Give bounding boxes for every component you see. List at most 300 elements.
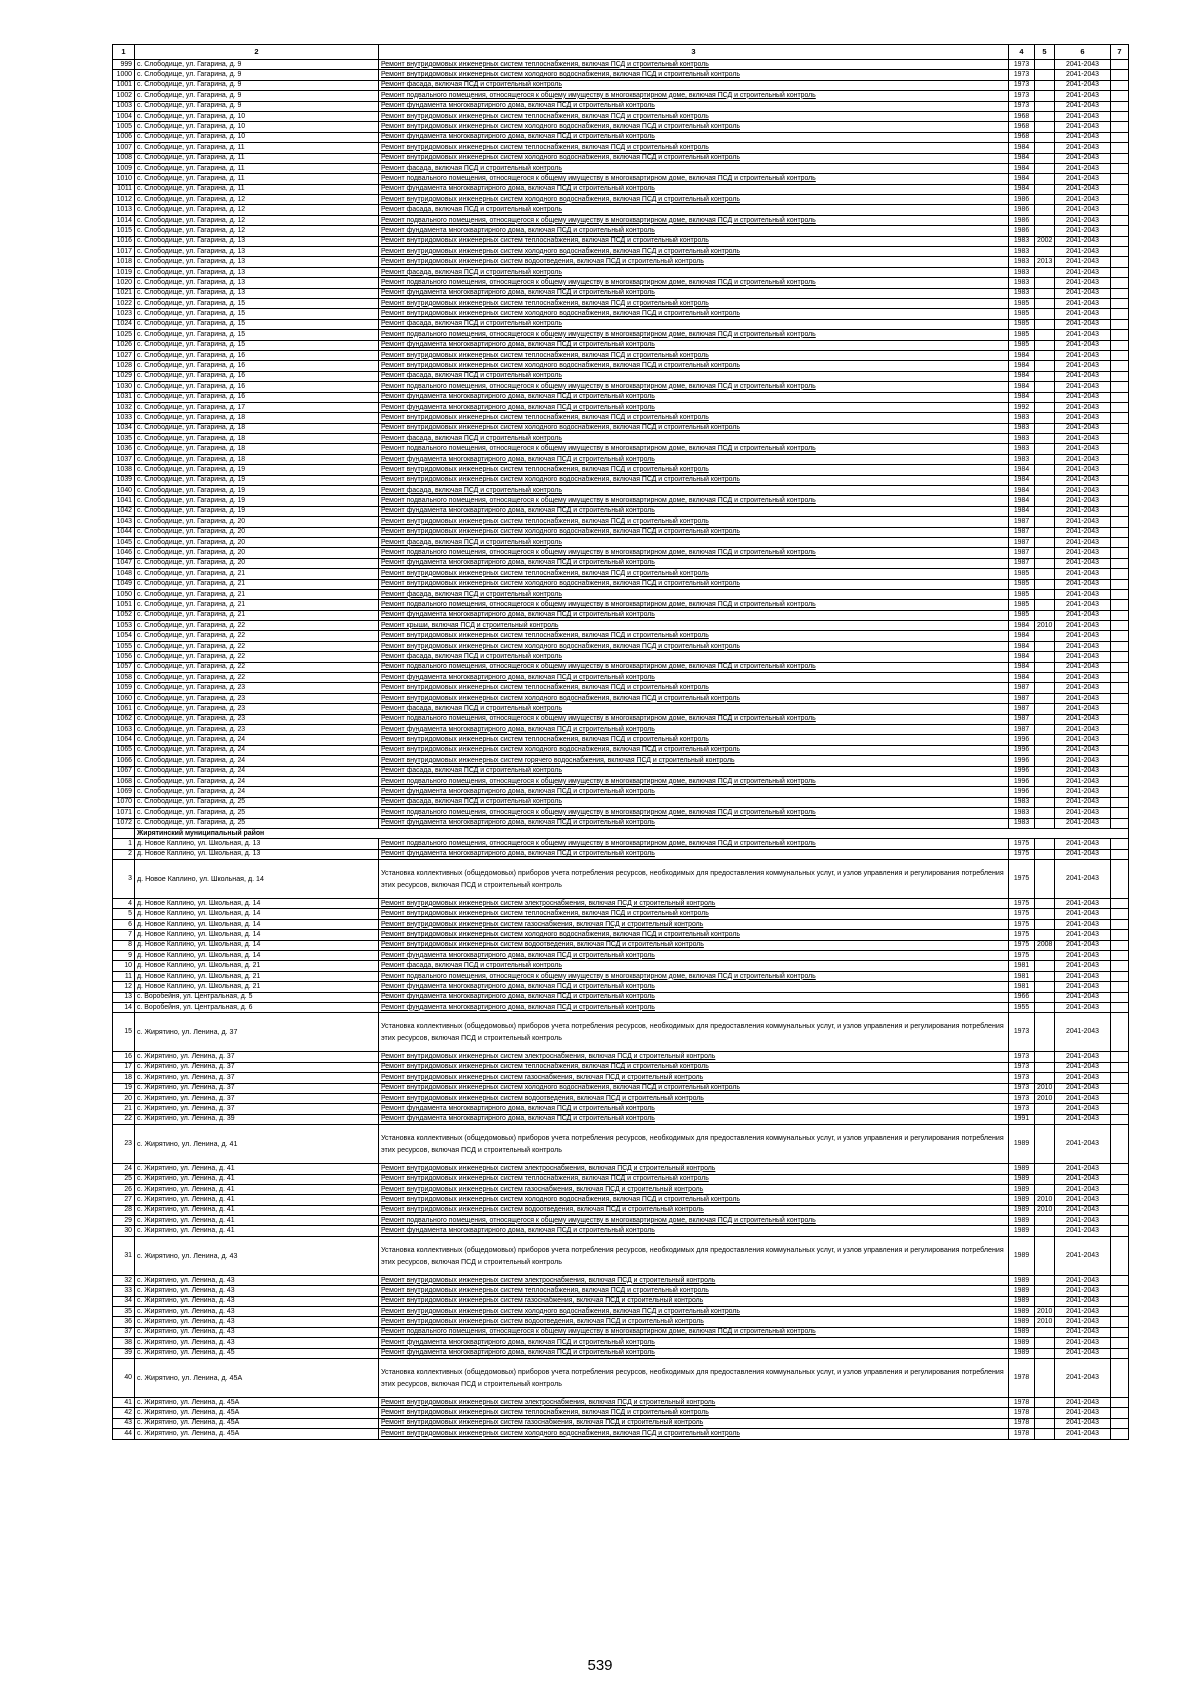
work-type-cell: Ремонт внутридомовых инженерных систем холодного водоснабжения, включая ПСД и строительный контроль xyxy=(379,153,1009,163)
row-number: 1002 xyxy=(113,91,135,101)
empty-col-7-cell xyxy=(1111,579,1129,589)
planned-period-cell: 2041-2043 xyxy=(1055,1174,1111,1184)
year-built-cell: 1975 xyxy=(1009,839,1035,849)
empty-col-7-cell xyxy=(1111,267,1129,277)
last-repair-year-cell xyxy=(1035,413,1055,423)
year-built-cell: 1987 xyxy=(1009,683,1035,693)
empty-col-7-cell xyxy=(1111,153,1129,163)
planned-period-cell: 2041-2043 xyxy=(1055,766,1111,776)
planned-period-cell: 2041-2043 xyxy=(1055,392,1111,402)
year-built-cell: 1989 xyxy=(1009,1286,1035,1296)
table-row xyxy=(113,714,1129,724)
last-repair-year-cell xyxy=(1035,319,1055,329)
work-type-cell: Установка коллективных (общедомовых) приборов учета потребления ресурсов, необходимых для предоставления коммунальных услуг, и узлов управления и регулирования потребления этих ресурсов, включая ПСД и строительный контроль xyxy=(379,1236,1009,1275)
empty-col-7-cell xyxy=(1111,961,1129,971)
row-number: 1030 xyxy=(113,382,135,392)
year-built-cell: 1984 xyxy=(1009,496,1035,506)
table-row xyxy=(113,486,1129,496)
work-type-cell: Ремонт фасада, включая ПСД и строительный контроль xyxy=(379,80,1009,90)
row-number: 1017 xyxy=(113,247,135,257)
address-cell: с. Жирятино, ул. Ленина, д. 45А xyxy=(135,1429,379,1439)
empty-col-7-cell xyxy=(1111,1429,1129,1439)
planned-period-cell: 2041-2043 xyxy=(1055,80,1111,90)
year-built-cell: 1989 xyxy=(1009,1174,1035,1184)
row-number: 1069 xyxy=(113,787,135,797)
planned-period-cell: 2041-2043 xyxy=(1055,1216,1111,1226)
year-built-cell: 1984 xyxy=(1009,382,1035,392)
row-number: 1042 xyxy=(113,506,135,516)
work-type-cell: Ремонт фундамента многоквартирного дома, включая ПСД и строительный контроль xyxy=(379,288,1009,298)
last-repair-year-cell xyxy=(1035,1104,1055,1114)
planned-period-cell: 2041-2043 xyxy=(1055,267,1111,277)
row-number: 1 xyxy=(113,839,135,849)
table-row xyxy=(113,1013,1129,1052)
table-row xyxy=(113,1114,1129,1124)
last-repair-year-cell xyxy=(1035,662,1055,672)
work-type-cell: Ремонт фундамента многоквартирного дома, включая ПСД и строительный контроль xyxy=(379,101,1009,111)
year-built-cell: 1987 xyxy=(1009,527,1035,537)
address-cell: д. Новое Каплино, ул. Школьная, д. 14 xyxy=(135,899,379,909)
row-number: 1040 xyxy=(113,486,135,496)
last-repair-year-cell xyxy=(1035,808,1055,818)
address-cell: с. Слободище, ул. Гагарина, д. 18 xyxy=(135,444,379,454)
year-built-cell: 1985 xyxy=(1009,298,1035,308)
address-cell: с. Слободище, ул. Гагарина, д. 12 xyxy=(135,195,379,205)
address-cell: с. Слободище, ул. Гагарина, д. 22 xyxy=(135,652,379,662)
year-built-cell: 1984 xyxy=(1009,184,1035,194)
year-built-cell: 1985 xyxy=(1009,600,1035,610)
address-cell: с. Слободище, ул. Гагарина, д. 9 xyxy=(135,91,379,101)
address-cell: с. Жирятино, ул. Ленина, д. 43 xyxy=(135,1275,379,1285)
year-built-cell: 1985 xyxy=(1009,340,1035,350)
work-type-cell: Ремонт подвального помещения, относящегося к общему имуществу в многоквартирном доме, включая ПСД и строительный контроль xyxy=(379,278,1009,288)
planned-period-cell: 2041-2043 xyxy=(1055,982,1111,992)
address-cell: с. Слободище, ул. Гагарина, д. 18 xyxy=(135,423,379,433)
empty-col-7-cell xyxy=(1111,402,1129,412)
row-number: 1055 xyxy=(113,641,135,651)
address-cell: с. Слободище, ул. Гагарина, д. 21 xyxy=(135,579,379,589)
table-row xyxy=(113,735,1129,745)
table-row xyxy=(113,579,1129,589)
year-built-cell: 1981 xyxy=(1009,982,1035,992)
year-built-cell: 1975 xyxy=(1009,860,1035,899)
table-row xyxy=(113,899,1129,909)
empty-col-7-cell xyxy=(1111,589,1129,599)
row-number: 23 xyxy=(113,1125,135,1164)
empty-col-7-cell xyxy=(1111,1195,1129,1205)
table-row xyxy=(113,371,1129,381)
address-cell: с. Жирятино, ул. Ленина, д. 41 xyxy=(135,1205,379,1215)
address-cell: с. Слободище, ул. Гагарина, д. 20 xyxy=(135,548,379,558)
row-number: 44 xyxy=(113,1429,135,1439)
table-row xyxy=(113,215,1129,225)
planned-period-cell: 2041-2043 xyxy=(1055,1125,1111,1164)
last-repair-year-cell xyxy=(1035,517,1055,527)
row-number: 1052 xyxy=(113,610,135,620)
planned-period-cell: 2041-2043 xyxy=(1055,434,1111,444)
last-repair-year-cell xyxy=(1035,1226,1055,1236)
empty-col-7-cell xyxy=(1111,1184,1129,1194)
row-number: 12 xyxy=(113,982,135,992)
empty-col-7-cell xyxy=(1111,982,1129,992)
row-number: 1064 xyxy=(113,735,135,745)
address-cell: с. Слободище, ул. Гагарина, д. 10 xyxy=(135,111,379,121)
address-cell: с. Жирятино, ул. Ленина, д. 37 xyxy=(135,1062,379,1072)
register-sheet xyxy=(112,44,1128,1440)
empty-col-7-cell xyxy=(1111,70,1129,80)
table-row xyxy=(113,330,1129,340)
work-type-cell: Ремонт внутридомовых инженерных систем холодного водоснабжения, включая ПСД и строительный контроль xyxy=(379,475,1009,485)
work-type-cell: Ремонт внутридомовых инженерных систем теплоснабжения, включая ПСД и строительный контроль xyxy=(379,413,1009,423)
empty-col-7-cell xyxy=(1111,1104,1129,1114)
year-built-cell: 1983 xyxy=(1009,267,1035,277)
planned-period-cell: 2041-2043 xyxy=(1055,1348,1111,1358)
work-type-cell: Ремонт фундамента многоквартирного дома, включая ПСД и строительный контроль xyxy=(379,392,1009,402)
address-cell: с. Слободище, ул. Гагарина, д. 20 xyxy=(135,558,379,568)
planned-period-cell: 2041-2043 xyxy=(1055,215,1111,225)
year-built-cell: 1984 xyxy=(1009,621,1035,631)
table-row xyxy=(113,1286,1129,1296)
table-row xyxy=(113,527,1129,537)
year-built-cell: 1986 xyxy=(1009,205,1035,215)
empty-col-7-cell xyxy=(1111,111,1129,121)
planned-period-cell: 2041-2043 xyxy=(1055,631,1111,641)
last-repair-year-cell xyxy=(1035,1296,1055,1306)
work-type-cell: Ремонт фундамента многоквартирного дома, включая ПСД и строительный контроль xyxy=(379,454,1009,464)
address-cell: с. Жирятино, ул. Ленина, д. 41 xyxy=(135,1125,379,1164)
row-number: 1001 xyxy=(113,80,135,90)
work-type-cell: Ремонт фундамента многоквартирного дома, включая ПСД и строительный контроль xyxy=(379,849,1009,859)
planned-period-cell: 2041-2043 xyxy=(1055,132,1111,142)
planned-period-cell: 2041-2043 xyxy=(1055,909,1111,919)
planned-period-cell: 2041-2043 xyxy=(1055,350,1111,360)
work-type-cell: Ремонт внутридомовых инженерных систем газоснабжения, включая ПСД и строительный контроль xyxy=(379,1418,1009,1428)
last-repair-year-cell xyxy=(1035,506,1055,516)
work-type-cell: Ремонт внутридомовых инженерных систем холодного водоснабжения, включая ПСД и строительный контроль xyxy=(379,1307,1009,1317)
table-row xyxy=(113,195,1129,205)
table-row xyxy=(113,992,1129,1002)
planned-period-cell: 2041-2043 xyxy=(1055,143,1111,153)
row-number: 999 xyxy=(113,60,135,70)
year-built-cell: 1996 xyxy=(1009,787,1035,797)
empty-col-7-cell xyxy=(1111,163,1129,173)
work-type-cell: Ремонт внутридомовых инженерных систем теплоснабжения, включая ПСД и строительный контроль xyxy=(379,735,1009,745)
year-built-cell: 1987 xyxy=(1009,693,1035,703)
work-type-cell: Ремонт внутридомовых инженерных систем электроснабжения, включая ПСД и строительный контроль xyxy=(379,1164,1009,1174)
empty-col-7-cell xyxy=(1111,91,1129,101)
empty-col-7-cell xyxy=(1111,122,1129,132)
planned-period-cell: 2041-2043 xyxy=(1055,1429,1111,1439)
table-row xyxy=(113,961,1129,971)
last-repair-year-cell xyxy=(1035,704,1055,714)
empty-col-7-cell xyxy=(1111,951,1129,961)
year-built-cell: 1989 xyxy=(1009,1125,1035,1164)
last-repair-year-cell xyxy=(1035,361,1055,371)
table-row xyxy=(113,919,1129,929)
table-row xyxy=(113,537,1129,547)
planned-period-cell: 2041-2043 xyxy=(1055,1205,1111,1215)
year-built-cell: 1973 xyxy=(1009,91,1035,101)
planned-period-cell: 2041-2043 xyxy=(1055,745,1111,755)
planned-period-cell: 2041-2043 xyxy=(1055,808,1111,818)
last-repair-year-cell: 2008 xyxy=(1035,940,1055,950)
year-built-cell: 1984 xyxy=(1009,641,1035,651)
last-repair-year-cell xyxy=(1035,309,1055,319)
work-type-cell: Ремонт внутридомовых инженерных систем водоотведения, включая ПСД и строительный контроль xyxy=(379,940,1009,950)
planned-period-cell: 2041-2043 xyxy=(1055,465,1111,475)
empty-col-7-cell xyxy=(1111,1052,1129,1062)
planned-period-cell: 2041-2043 xyxy=(1055,475,1111,485)
address-cell: с. Слободище, ул. Гагарина, д. 11 xyxy=(135,163,379,173)
address-cell: с. Слободище, ул. Гагарина, д. 22 xyxy=(135,631,379,641)
last-repair-year-cell xyxy=(1035,548,1055,558)
work-type-cell: Ремонт фасада, включая ПСД и строительный контроль xyxy=(379,537,1009,547)
year-built-cell: 1983 xyxy=(1009,236,1035,246)
planned-period-cell: 2041-2043 xyxy=(1055,60,1111,70)
table-row xyxy=(113,548,1129,558)
row-number: 18 xyxy=(113,1073,135,1083)
planned-period-cell: 2041-2043 xyxy=(1055,641,1111,651)
year-built-cell: 1989 xyxy=(1009,1348,1035,1358)
last-repair-year-cell xyxy=(1035,101,1055,111)
row-number: 1057 xyxy=(113,662,135,672)
year-built-cell: 1983 xyxy=(1009,423,1035,433)
row-number: 1056 xyxy=(113,652,135,662)
last-repair-year-cell xyxy=(1035,122,1055,132)
row-number: 33 xyxy=(113,1286,135,1296)
year-built-cell: 1983 xyxy=(1009,278,1035,288)
work-type-cell: Ремонт фасада, включая ПСД и строительный контроль xyxy=(379,371,1009,381)
empty-col-7-cell xyxy=(1111,174,1129,184)
last-repair-year-cell xyxy=(1035,153,1055,163)
table-row xyxy=(113,174,1129,184)
work-type-cell: Ремонт подвального помещения, относящегося к общему имуществу в многоквартирном доме, включая ПСД и строительный контроль xyxy=(379,174,1009,184)
address-cell: с. Слободище, ул. Гагарина, д. 23 xyxy=(135,704,379,714)
row-number: 1033 xyxy=(113,413,135,423)
table-row xyxy=(113,257,1129,267)
last-repair-year-cell xyxy=(1035,1052,1055,1062)
table-row xyxy=(113,132,1129,142)
empty-col-7-cell xyxy=(1111,558,1129,568)
table-row xyxy=(113,392,1129,402)
empty-col-7-cell xyxy=(1111,475,1129,485)
header-col-2: 2 xyxy=(135,45,379,60)
empty-col-7-cell xyxy=(1111,569,1129,579)
header-col-7: 7 xyxy=(1111,45,1129,60)
last-repair-year-cell xyxy=(1035,111,1055,121)
last-repair-year-cell xyxy=(1035,402,1055,412)
last-repair-year-cell xyxy=(1035,569,1055,579)
table-row xyxy=(113,340,1129,350)
planned-period-cell: 2041-2043 xyxy=(1055,1226,1111,1236)
planned-period-cell: 2041-2043 xyxy=(1055,247,1111,257)
table-body-part-2 xyxy=(113,839,1129,1439)
address-cell: с. Слободище, ул. Гагарина, д. 19 xyxy=(135,506,379,516)
empty-col-7-cell xyxy=(1111,849,1129,859)
work-type-cell: Ремонт фасада, включая ПСД и строительный контроль xyxy=(379,205,1009,215)
row-number: 26 xyxy=(113,1184,135,1194)
last-repair-year-cell xyxy=(1035,776,1055,786)
empty-col-7-cell xyxy=(1111,839,1129,849)
work-type-cell: Ремонт фасада, включая ПСД и строительный контроль xyxy=(379,797,1009,807)
year-built-cell: 1973 xyxy=(1009,1052,1035,1062)
work-type-cell: Ремонт крыши, включая ПСД и строительный контроль xyxy=(379,621,1009,631)
last-repair-year-cell xyxy=(1035,1236,1055,1275)
planned-period-cell: 2041-2043 xyxy=(1055,1104,1111,1114)
work-type-cell: Установка коллективных (общедомовых) приборов учета потребления ресурсов, необходимых для предоставления коммунальных услуг, и узлов управления и регулирования потребления этих ресурсов, включая ПСД и строительный контроль xyxy=(379,860,1009,899)
address-cell: с. Слободище, ул. Гагарина, д. 15 xyxy=(135,330,379,340)
last-repair-year-cell xyxy=(1035,652,1055,662)
row-number: 1016 xyxy=(113,236,135,246)
table-row xyxy=(113,693,1129,703)
last-repair-year-cell xyxy=(1035,756,1055,766)
row-number: 1023 xyxy=(113,309,135,319)
empty-col-7-cell xyxy=(1111,940,1129,950)
address-cell: с. Слободище, ул. Гагарина, д. 20 xyxy=(135,517,379,527)
table-row xyxy=(113,600,1129,610)
planned-period-cell: 2041-2043 xyxy=(1055,226,1111,236)
work-type-cell: Ремонт фундамента многоквартирного дома, включая ПСД и строительный контроль xyxy=(379,558,1009,568)
last-repair-year-cell: 2010 xyxy=(1035,1093,1055,1103)
planned-period-cell: 2041-2043 xyxy=(1055,506,1111,516)
work-type-cell: Ремонт подвального помещения, относящегося к общему имуществу в многоквартирном доме, включая ПСД и строительный контроль xyxy=(379,496,1009,506)
year-built-cell: 1985 xyxy=(1009,589,1035,599)
row-number: 1060 xyxy=(113,693,135,703)
work-type-cell: Ремонт фундамента многоквартирного дома, включая ПСД и строительный контроль xyxy=(379,1226,1009,1236)
last-repair-year-cell: 2010 xyxy=(1035,1083,1055,1093)
year-built-cell: 1983 xyxy=(1009,413,1035,423)
row-number: 28 xyxy=(113,1205,135,1215)
year-built-cell: 1984 xyxy=(1009,506,1035,516)
last-repair-year-cell xyxy=(1035,371,1055,381)
table-row xyxy=(113,60,1129,70)
year-built-cell: 1989 xyxy=(1009,1338,1035,1348)
empty-col-7-cell xyxy=(1111,652,1129,662)
row-number: 1025 xyxy=(113,330,135,340)
address-cell: с. Жирятино, ул. Ленина, д. 43 xyxy=(135,1296,379,1306)
last-repair-year-cell xyxy=(1035,600,1055,610)
empty-col-7-cell xyxy=(1111,486,1129,496)
work-type-cell: Ремонт внутридомовых инженерных систем холодного водоснабжения, включая ПСД и строительный контроль xyxy=(379,309,1009,319)
table-row xyxy=(113,589,1129,599)
year-built-cell: 1975 xyxy=(1009,909,1035,919)
row-number: 1047 xyxy=(113,558,135,568)
planned-period-cell: 2041-2043 xyxy=(1055,1195,1111,1205)
address-cell: с. Жирятино, ул. Ленина, д. 37 xyxy=(135,1013,379,1052)
row-number: 1022 xyxy=(113,298,135,308)
last-repair-year-cell xyxy=(1035,350,1055,360)
address-cell: с. Слободище, ул. Гагарина, д. 13 xyxy=(135,278,379,288)
row-number: 41 xyxy=(113,1397,135,1407)
work-type-cell: Ремонт фундамента многоквартирного дома, включая ПСД и строительный контроль xyxy=(379,226,1009,236)
row-number: 3 xyxy=(113,860,135,899)
row-number: 7 xyxy=(113,930,135,940)
work-type-cell: Ремонт фундамента многоквартирного дома, включая ПСД и строительный контроль xyxy=(379,1338,1009,1348)
planned-period-cell: 2041-2043 xyxy=(1055,940,1111,950)
planned-period-cell: 2041-2043 xyxy=(1055,849,1111,859)
row-number: 38 xyxy=(113,1338,135,1348)
address-cell: с. Слободище, ул. Гагарина, д. 13 xyxy=(135,257,379,267)
empty-col-7-cell xyxy=(1111,506,1129,516)
table-row xyxy=(113,909,1129,919)
last-repair-year-cell xyxy=(1035,205,1055,215)
address-cell: с. Слободище, ул. Гагарина, д. 10 xyxy=(135,132,379,142)
row-number: 1000 xyxy=(113,70,135,80)
last-repair-year-cell xyxy=(1035,267,1055,277)
year-built-cell: 1987 xyxy=(1009,725,1035,735)
year-built-cell: 1975 xyxy=(1009,899,1035,909)
planned-period-cell: 2041-2043 xyxy=(1055,454,1111,464)
table-row xyxy=(113,1236,1129,1275)
work-type-cell: Ремонт фундамента многоквартирного дома, включая ПСД и строительный контроль xyxy=(379,1002,1009,1012)
work-type-cell: Ремонт внутридомовых инженерных систем холодного водоснабжения, включая ПСД и строительный контроль xyxy=(379,423,1009,433)
table-row xyxy=(113,465,1129,475)
table-row xyxy=(113,621,1129,631)
last-repair-year-cell xyxy=(1035,91,1055,101)
empty-col-7-cell xyxy=(1111,454,1129,464)
table-row xyxy=(113,704,1129,714)
empty-col-7-cell xyxy=(1111,1073,1129,1083)
empty-col-7-cell xyxy=(1111,143,1129,153)
work-type-cell: Ремонт внутридомовых инженерных систем теплоснабжения, включая ПСД и строительный контроль xyxy=(379,909,1009,919)
address-cell: с. Слободище, ул. Гагарина, д. 16 xyxy=(135,382,379,392)
empty-col-7-cell xyxy=(1111,610,1129,620)
work-type-cell: Ремонт внутридомовых инженерных систем водоотведения, включая ПСД и строительный контроль xyxy=(379,1093,1009,1103)
year-built-cell: 1996 xyxy=(1009,776,1035,786)
address-cell: с. Слободище, ул. Гагарина, д. 12 xyxy=(135,226,379,236)
empty-col-7-cell xyxy=(1111,60,1129,70)
planned-period-cell: 2041-2043 xyxy=(1055,787,1111,797)
row-number: 1043 xyxy=(113,517,135,527)
work-type-cell: Ремонт фундамента многоквартирного дома, включая ПСД и строительный контроль xyxy=(379,951,1009,961)
address-cell: с. Слободище, ул. Гагарина, д. 23 xyxy=(135,714,379,724)
work-type-cell: Ремонт внутридомовых инженерных систем теплоснабжения, включая ПСД и строительный контроль xyxy=(379,1408,1009,1418)
last-repair-year-cell xyxy=(1035,184,1055,194)
empty-col-7-cell xyxy=(1111,444,1129,454)
work-type-cell: Ремонт фасада, включая ПСД и строительный контроль xyxy=(379,589,1009,599)
year-built-cell: 1985 xyxy=(1009,610,1035,620)
last-repair-year-cell xyxy=(1035,527,1055,537)
table-row xyxy=(113,1275,1129,1285)
last-repair-year-cell xyxy=(1035,982,1055,992)
row-number: 1019 xyxy=(113,267,135,277)
last-repair-year-cell xyxy=(1035,1125,1055,1164)
last-repair-year-cell xyxy=(1035,1397,1055,1407)
year-built-cell: 1975 xyxy=(1009,930,1035,940)
last-repair-year-cell xyxy=(1035,143,1055,153)
work-type-cell: Ремонт фасада, включая ПСД и строительный контроль xyxy=(379,434,1009,444)
row-number: 32 xyxy=(113,1275,135,1285)
empty-col-7-cell xyxy=(1111,1164,1129,1174)
year-built-cell: 1975 xyxy=(1009,849,1035,859)
row-number: 9 xyxy=(113,951,135,961)
empty-col-7-cell xyxy=(1111,745,1129,755)
year-built-cell: 1984 xyxy=(1009,350,1035,360)
planned-period-cell: 2041-2043 xyxy=(1055,652,1111,662)
year-built-cell: 1978 xyxy=(1009,1408,1035,1418)
row-number: 1005 xyxy=(113,122,135,132)
row-number: 1003 xyxy=(113,101,135,111)
planned-period-cell: 2041-2043 xyxy=(1055,1327,1111,1337)
table-row xyxy=(113,673,1129,683)
address-cell: с. Слободище, ул. Гагарина, д. 19 xyxy=(135,486,379,496)
planned-period-cell: 2041-2043 xyxy=(1055,860,1111,899)
table-row xyxy=(113,971,1129,981)
header-col-5: 5 xyxy=(1035,45,1055,60)
address-cell: с. Слободище, ул. Гагарина, д. 16 xyxy=(135,361,379,371)
header-col-4: 4 xyxy=(1009,45,1035,60)
row-number: 31 xyxy=(113,1236,135,1275)
